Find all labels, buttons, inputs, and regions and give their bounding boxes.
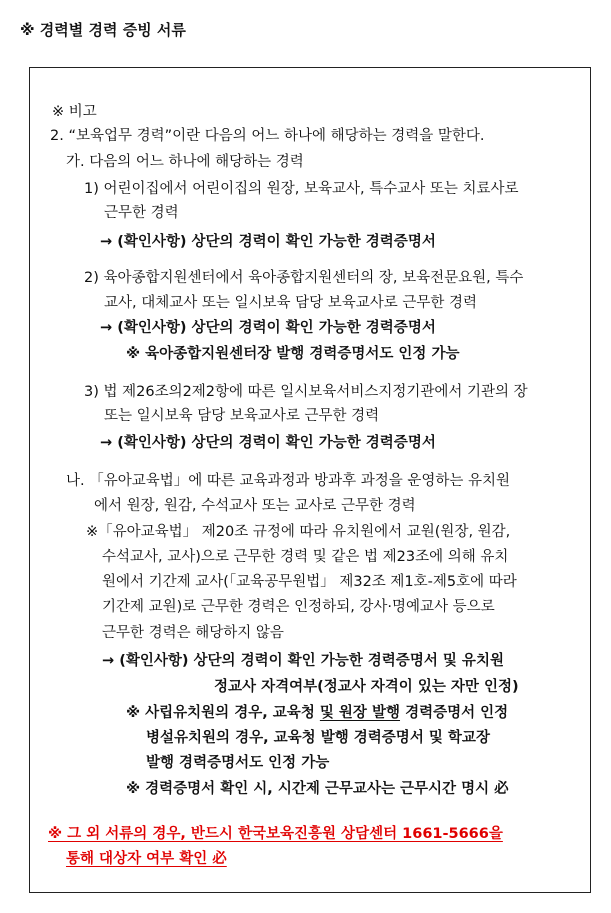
na-remark-line2: 수석교사, 교사)으로 근무한 경력 및 같은 법 제23조에 의해 유치: [102, 549, 509, 565]
sub1-line2: 근무한 경력: [104, 205, 179, 221]
private-underlined: 및 원장 발행: [319, 705, 401, 721]
private-suffix: 경력증명서 인정: [400, 705, 509, 721]
item-ga-heading: 가. 다음의 어느 하나에 해당하는 경력: [66, 154, 304, 170]
sub3-check: → (확인사항) 상단의 경력이 확인 가능한 경력증명서: [100, 435, 436, 451]
item-2-definition: 2. “보육업무 경력”이란 다음의 어느 하나에 해당하는 경력을 말한다.: [50, 128, 485, 144]
parttime-note: ※ 경력증명서 확인 시, 시간제 근무교사는 근무시간 명시 必: [126, 781, 509, 797]
private-prefix: ※ 사립유치원의 경우, 교육청: [126, 705, 320, 721]
sub2-extra: ※ 육아종합지원센터장 발행 경력증명서도 인정 가능: [126, 346, 460, 362]
na-remark-line4: 기간제 교원)로 근무한 경력은 인정하되, 강사·명예교사 등으로: [102, 599, 495, 615]
sub3-line1: 3) 법 제26조의2제2항에 따른 일시보육서비스지정기관에서 기관의 장: [84, 384, 528, 400]
remarks-header: ※ 비고: [52, 104, 97, 120]
na-check-line1: → (확인사항) 상단의 경력이 확인 가능한 경력증명서 및 유치원: [102, 653, 504, 669]
attached-kindergarten-line2: 발행 경력증명서도 인정 가능: [146, 755, 330, 771]
footer-line1: ※ 그 외 서류의 경우, 반드시 한국보육진흥원 상담센터 1661-5666을: [48, 826, 503, 842]
section-title: ※ 경력별 경력 증빙 서류: [20, 21, 186, 39]
na-remark-line5: 근무한 경력은 해당하지 않음: [102, 625, 284, 641]
attached-kindergarten-line1: 병설유치원의 경우, 교육청 발행 경력증명서 및 학교장: [146, 730, 490, 746]
footer-line2: 통해 대상자 여부 확인 必: [66, 851, 227, 867]
na-remark-line1: ※「유아교육법」 제20조 규정에 따라 유치원에서 교원(원장, 원감,: [86, 524, 511, 540]
sub2-line1: 2) 육아종합지원센터에서 육아종합지원센터의 장, 보육전문요원, 특수: [84, 270, 524, 286]
item-na-line1: 나. 「유아교육법」에 따른 교육과정과 방과후 과정을 운영하는 유치원: [66, 473, 511, 489]
sub2-check: → (확인사항) 상단의 경력이 확인 가능한 경력증명서: [100, 320, 436, 336]
sub3-line2: 또는 일시보육 담당 보육교사로 근무한 경력: [104, 408, 380, 424]
private-kindergarten-note: [126, 703, 508, 723]
sub2-line2: 교사, 대체교사 또는 일시보육 담당 보육교사로 근무한 경력: [104, 295, 478, 311]
na-remark-line3: 원에서 기간제 교사(「교육공무원법」 제32조 제1호-제5호에 따라: [102, 574, 517, 590]
sub1-line1: 1) 어린이집에서 어린이집의 원장, 보육교사, 특수교사 또는 치료사로: [84, 181, 519, 197]
sub1-check: → (확인사항) 상단의 경력이 확인 가능한 경력증명서: [100, 234, 436, 250]
item-na-line2: 에서 원장, 원감, 수석교사 또는 교사로 근무한 경력: [94, 498, 416, 514]
na-check-line2: 정교사 자격여부(정교사 자격이 있는 자만 인정): [214, 679, 519, 695]
